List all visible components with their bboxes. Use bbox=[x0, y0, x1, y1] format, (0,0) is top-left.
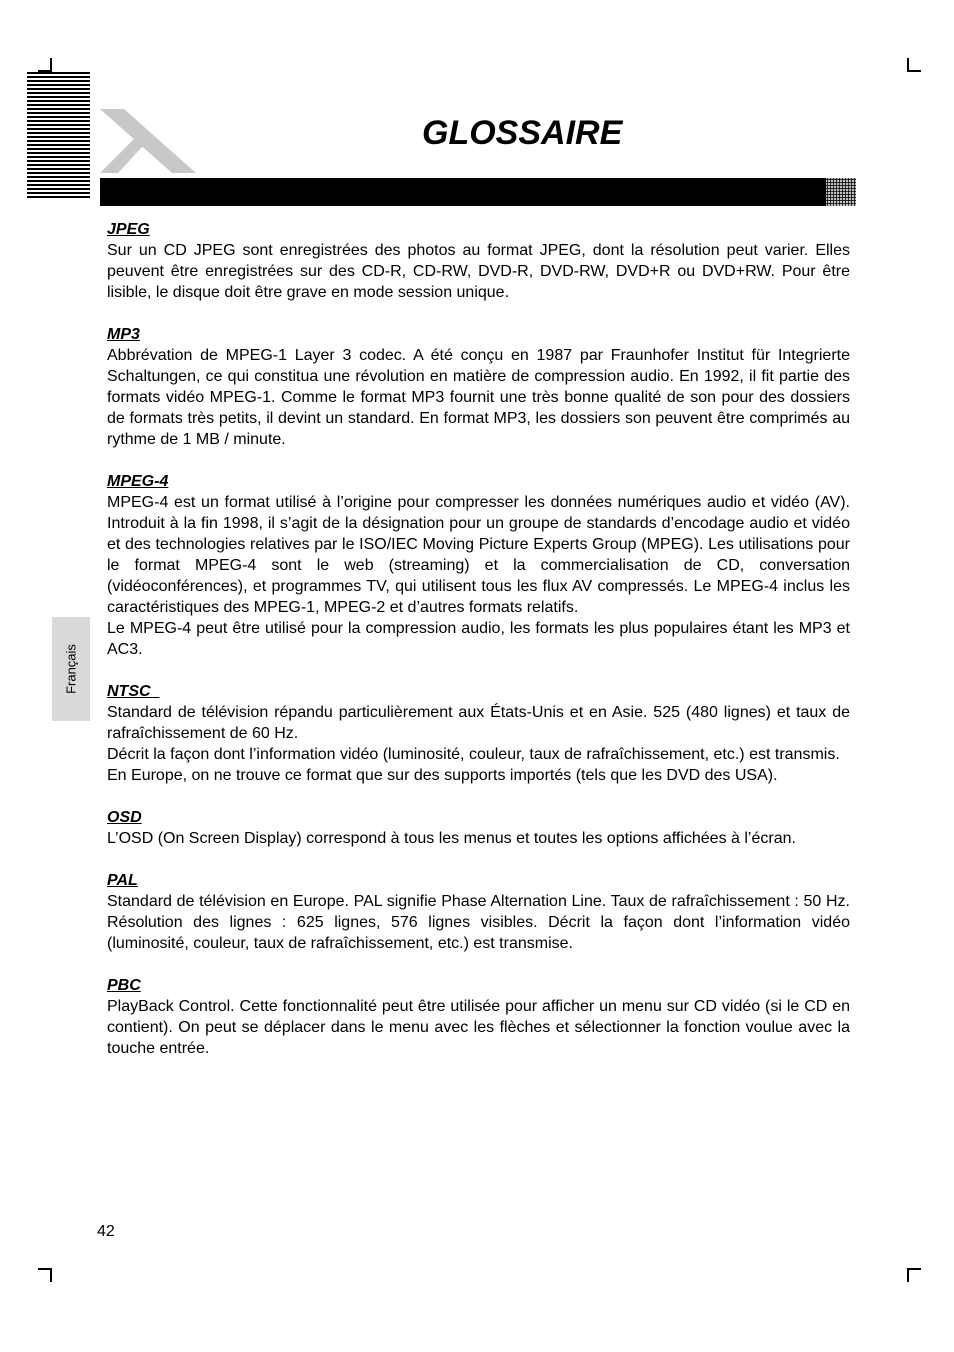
glossary-definition: Standard de télévision répandu particulièrement aux États-Unis et en Asie. 525 (480 lignes) et taux de rafraîchissement de 60 Hz. bbox=[107, 704, 850, 742]
glossary-definition: En Europe, on ne trouve ce format que sur des supports importés (tels que les DVD des USA). bbox=[107, 767, 778, 784]
glossary-term: NTSC bbox=[107, 683, 160, 700]
header-stripes bbox=[27, 72, 90, 200]
glossary-term: PBC bbox=[107, 977, 141, 994]
glossary-term: MP3 bbox=[107, 326, 140, 343]
glossary-term: OSD bbox=[107, 809, 142, 826]
glossary-definition: PlayBack Control. Cette fonctionnalité peut être utilisée pour afficher un menu sur CD vidéo (si le CD en contient). On peut se déplacer dans le menu avec les flèches et sélectionner la fonction voulue avec la touche entrée. bbox=[107, 998, 850, 1057]
glossary-definition: Abbrévation de MPEG-1 Layer 3 codec. A été conçu en 1987 par Fraunhofer Institut für Integrierte Schaltungen, ce qui constitua une révolution en matière de compression audio. En 1992, il fit partie des formats vidéo MPEG-1. Comme le format MP3 fournit une très bonne qualité de son pour des dossiers de formats très petits, il devint un standard. En format MP3, les dossiers son peuvent être comprimés au rythme de 1 MB / minute. bbox=[107, 347, 850, 448]
header-bar-halftone bbox=[820, 178, 856, 206]
crop-mark-bottom-left-v bbox=[50, 1268, 52, 1282]
glossary-definition: Décrit la façon dont l’information vidéo (luminosité, couleur, taux de rafraîchissement, etc.) est transmis. bbox=[107, 746, 840, 763]
glossary-content bbox=[107, 219, 850, 1080]
page-number: 42 bbox=[97, 1223, 115, 1240]
crop-mark-top-left-v bbox=[50, 58, 52, 72]
brand-x-logo bbox=[96, 105, 200, 177]
glossary-definition: MPEG-4 est un format utilisé à l’origine pour compresser les données numériques audio et vidéo (AV). Introduit à la fin 1998, il s’agit de la désignation pour un groupe de standards d’encodage audio et vidéo et des technologies relatives par le ISO/IEC Moving Picture Experts Group (MPEG). Les utilisations pour le format MPEG-4 sont le web (streaming) et la commercialisation de CD, conversation (vidéoconférences), et programmes TV, qui utilisent tous les flux AV compressés. Le MPEG-4 inclus les caractéristiques des MPEG-1, MPEG-2 et d’autres formats relatifs. bbox=[107, 494, 850, 616]
glossary-term: PAL bbox=[107, 872, 138, 889]
crop-mark-top-right-h bbox=[907, 70, 921, 72]
glossary-entry-ntsc bbox=[107, 681, 850, 786]
glossary-entry-osd bbox=[107, 807, 850, 849]
header-bar bbox=[100, 178, 826, 206]
crop-mark-bottom-right bbox=[907, 1268, 921, 1270]
language-side-tab bbox=[52, 617, 90, 721]
glossary-entry-jpeg bbox=[107, 219, 850, 303]
glossary-definition: Standard de télévision en Europe. PAL signifie Phase Alternation Line. Taux de rafraîchissement : 50 Hz. Résolution des lignes : 625 lignes, 576 lignes visibles. Décrit la façon dont l’information vidéo (luminosité, couleur, taux de rafraîchissement, etc.) est transmise. bbox=[107, 893, 850, 952]
glossary-entry-pal bbox=[107, 870, 850, 954]
glossary-entry-mpeg4 bbox=[107, 471, 850, 660]
language-label: Français bbox=[63, 644, 79, 694]
glossary-definition: Le MPEG-4 peut être utilisé pour la compression audio, les formats les plus populaires étant les MP3 et AC3. bbox=[107, 620, 850, 658]
glossary-entry-mp3 bbox=[107, 324, 850, 450]
glossary-term: MPEG-4 bbox=[107, 473, 169, 490]
page-title: GLOSSAIRE bbox=[422, 114, 623, 152]
glossary-term: JPEG bbox=[107, 221, 150, 238]
crop-mark-bottom-right-v bbox=[907, 1268, 909, 1282]
glossary-definition: L’OSD (On Screen Display) correspond à tous les menus et toutes les options affichées à l’écran. bbox=[107, 830, 796, 847]
glossary-definition: Sur un CD JPEG sont enregistrées des photos au format JPEG, dont la résolution peut varier. Elles peuvent être enregistrées sur des CD-R, CD-RW, DVD-R, DVD-RW, DVD+R ou DVD+RW. Pour être lisible, le disque doit être grave en mode session unique. bbox=[107, 242, 850, 301]
glossary-entry-pbc bbox=[107, 975, 850, 1059]
